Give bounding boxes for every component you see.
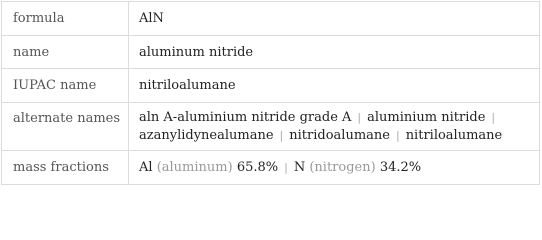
- iupac-row: [2, 69, 539, 103]
- mass-fraction: 34.2%: [379, 159, 422, 175]
- name-value: aluminum nitride: [139, 44, 254, 60]
- alternate-names-label: alternate names: [2, 103, 129, 150]
- iupac-value: nitriloalumane: [139, 78, 236, 93]
- name-row: [2, 36, 539, 69]
- separator: |: [279, 128, 284, 142]
- properties-table: [1, 1, 540, 185]
- formula-label: formula: [2, 2, 129, 35]
- element-symbol: N: [293, 159, 306, 175]
- mass-fractions-label: mass fractions: [2, 151, 129, 184]
- alternate-name: azanylidynealumane: [139, 127, 274, 143]
- name-label: name: [2, 36, 129, 68]
- alternate-name: aluminium nitride: [367, 109, 486, 125]
- alternate-names-row: [2, 103, 539, 151]
- mass-fractions-row: [2, 151, 539, 184]
- iupac-label: IUPAC name: [2, 69, 129, 102]
- formula-row: [2, 2, 539, 36]
- formula-value: AlN: [139, 11, 164, 26]
- separator: |: [284, 160, 288, 174]
- mass-fraction: 65.8%: [236, 159, 279, 175]
- separator: |: [395, 128, 400, 142]
- alternate-name: nitridoalumane: [289, 127, 390, 143]
- separator: |: [357, 110, 362, 124]
- element-name: (aluminum): [156, 159, 233, 175]
- alternate-name: aln A-aluminium nitride grade A: [139, 109, 352, 125]
- element-name: (nitrogen): [309, 159, 376, 175]
- alternate-names-line-2: [139, 127, 539, 145]
- element-symbol: Al: [139, 159, 153, 175]
- mass-fractions-value: [129, 151, 539, 184]
- alternate-name: nitriloalumane: [405, 127, 503, 143]
- separator: |: [491, 110, 496, 124]
- alternate-names-line-1: [139, 109, 539, 127]
- alternate-names-value: [129, 103, 539, 150]
